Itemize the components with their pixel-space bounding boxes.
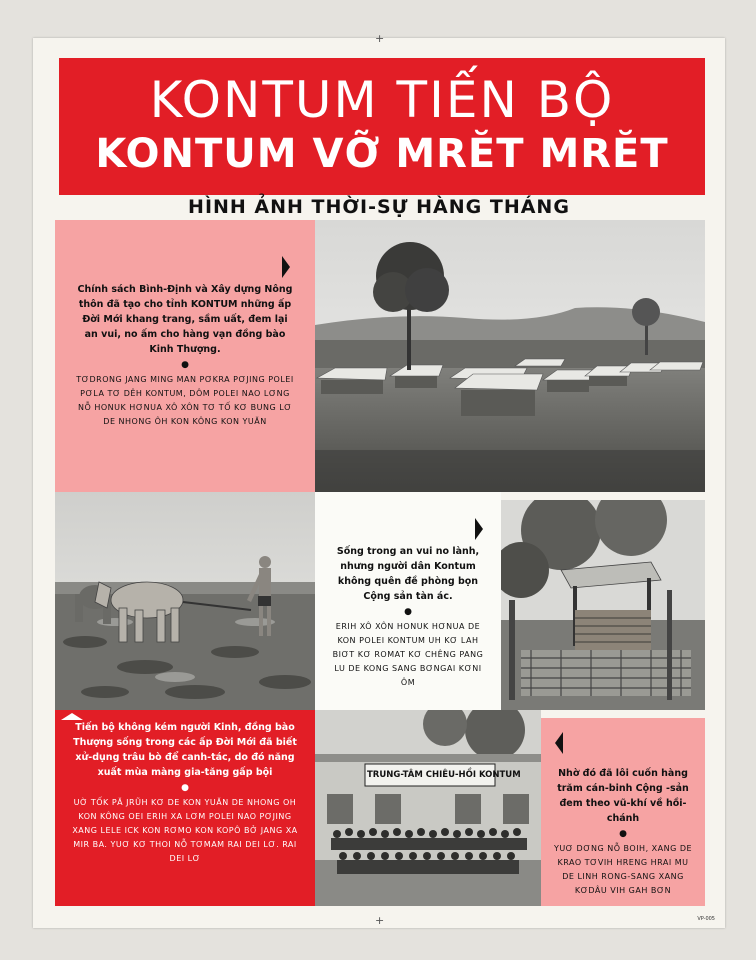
panel-3-bullet: ● [181,783,189,793]
title-line-2: KONTUM VỠ MRĔT MRĔT [95,131,669,177]
photo-chieu-hoi-center [315,710,541,906]
panel-2-bullet: ● [404,607,412,617]
arrow-left-icon [555,732,563,754]
text-panel-3 [55,710,315,906]
arrow-right-icon [282,256,290,278]
title-banner [59,58,705,195]
photo-farmer-oxen [55,492,315,710]
title-line-1: KONTUM TIẾN BỘ [149,71,615,129]
text-panel-1 [55,220,315,492]
panel-4-vietnamese-text: Nhờ đó đã lôi cuốn hàng trăm cán-binh Cộng -sản đem theo vũ-khí về hồi-chánh [557,768,689,824]
text-panel-4 [541,718,705,906]
photo-guard-post [501,500,705,710]
chieu-hoi-photo-image [315,710,541,906]
panel-1-bullet: ● [181,360,189,370]
registration-mark-bottom: + [375,914,385,927]
panel-2-tribal-text: ERIH XÔ XÔN HONUK HƠNUA DE KON POLEI KONTUM UH KƠ LAH BIƠT KƠ ROMAT KƠ CHÊNG PANG LU DE KONG SANG BƠNGAI KƠNI ÔM [332,622,484,687]
village-photo-image [315,220,705,492]
guard-post-photo-image [501,500,705,710]
photo-village [315,220,705,492]
panel-3-vietnamese-text: Tiến bộ không kém người Kinh, đồng bào Thượng sống trong các ấp Đời Mới đã biết xử-dụng trâu bò để canh-tác, do đó năng xuất mùa màng gia-tăng gấp bội [73,722,297,778]
print-code: VP-005 [697,916,715,922]
farmer-photo-image [55,492,315,710]
poster-sheet [33,32,725,928]
panel-4-bullet: ● [619,829,627,839]
panel-2-vietnamese-text: Sống trong an vui no lành, nhưng người dân Kontum không quên đề phòng bọn Cộng sản tàn ác. [336,546,480,602]
subtitle: HÌNH ẢNH THỜI-SỰ HÀNG THÁNG [188,196,570,218]
text-panel-2 [315,492,501,710]
panel-1-vietnamese-text: Chính sách Bình-Định và Xây dựng Nông thôn đã tạo cho tỉnh KONTUM những ấp Đời Mới khang trang, sầm uất, đem lại an vui, no ấm cho hàng vạn đồng bào Kinh Thượng. [77,284,293,355]
arrow-up-icon [61,713,83,720]
panel-4-tribal-text: YUƠ DƠNG NỖ BOIH, XANG DE KRAO TƠVIH HRENG HRAI MU DE LINH RONG-SANG XANG KƠDÂU VIH GAH BƠN [553,844,693,895]
registration-mark-top: + [375,32,385,45]
panel-1-tribal-text: TƠDRONG JANG MING MAN PƠKRA PƠJING POLEI PƠLA TƠ DÊH KONTUM, DÔM POLEI NAO LƠNG NỖ HONUK HƠNUA XÔ XÔN TƠ TỐ KƠ BUNG LƠ DE NHONG ÔH KON KÔNG KON YUĂN [76,375,294,426]
panel-3-tribal-text: UỜ TỐK PĂ JRŨH KƠ DE KON YUĂN DE NHONG OH KON KÔNG OEI ERIH XA LƠM POLEI NAO PƠJING XANG LELE ICK KON RƠMO KON KOPÔ BỞ JANG XA MIR BA. YUƠ KƠ THOI NỖ TƠMAM RAI DEI LƠ. RAI DEI LƠ [72,798,298,863]
arrow-right-icon [475,518,483,540]
center-sign-text: TRUNG-TÂM CHIÊU-HỒI KONTUM [367,770,521,780]
